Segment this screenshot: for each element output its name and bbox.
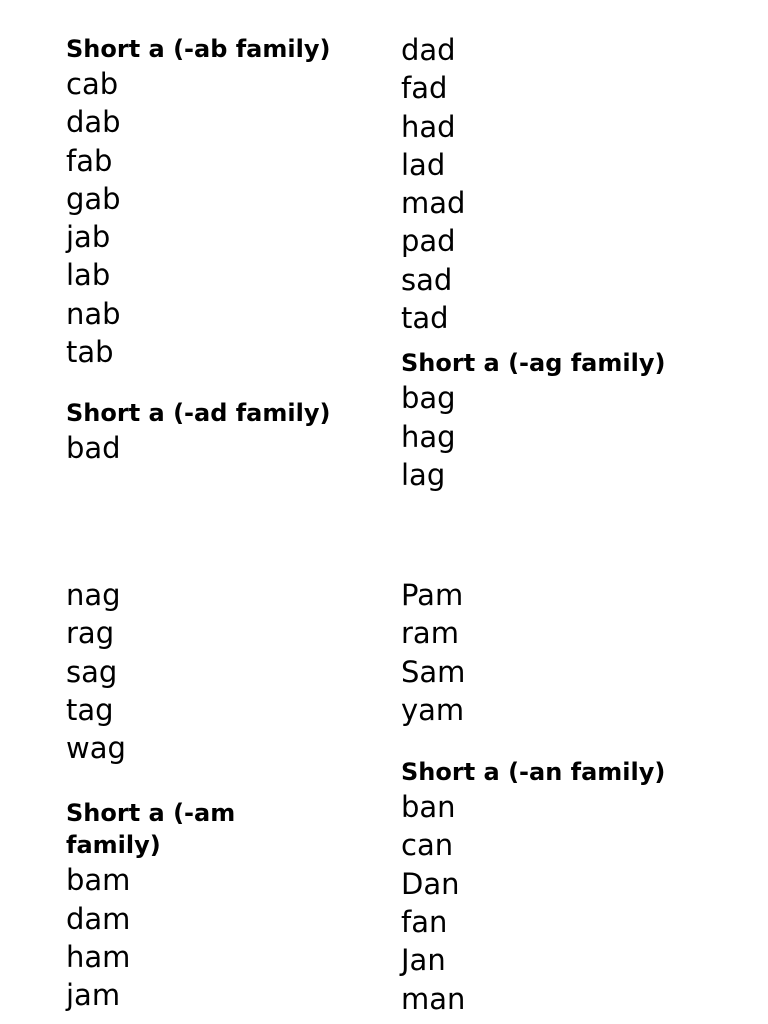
- word-item: ban: [401, 790, 456, 825]
- word-item: Dan: [401, 866, 460, 901]
- word-item: gab: [66, 181, 121, 216]
- word-item: had: [401, 109, 456, 144]
- word-item: Jan: [401, 943, 446, 978]
- word-item: sad: [401, 262, 453, 297]
- word-item: lad: [401, 147, 446, 182]
- word-item: man: [401, 981, 466, 1016]
- heading-am-family-line1: Short a (-am: [66, 799, 236, 828]
- top-right-column: [401, 31, 721, 494]
- word-item: jab: [66, 220, 111, 255]
- word-item: ram: [401, 616, 459, 651]
- word-item: nag: [66, 578, 121, 612]
- heading-an-family: Short a (-an family): [401, 758, 666, 787]
- bottom-left-column: [66, 576, 386, 1015]
- word-item: fab: [66, 143, 113, 178]
- word-item: pad: [401, 224, 456, 259]
- word-item: Sam: [401, 654, 466, 689]
- heading-ag-family: Short a (-ag family): [401, 349, 666, 378]
- word-item: ham: [66, 940, 131, 975]
- heading-ab-family: Short a (-ab family): [66, 35, 331, 63]
- top-left-column: [66, 31, 386, 468]
- word-item: dab: [66, 105, 121, 140]
- word-item: bam: [66, 863, 131, 898]
- word-item: tag: [66, 692, 114, 727]
- word-item: fad: [401, 71, 448, 106]
- word-item: cab: [66, 67, 119, 101]
- word-item: tab: [66, 335, 114, 370]
- word-item: jam: [66, 978, 121, 1013]
- heading-am-family-line2: family): [66, 831, 161, 860]
- word-item: hag: [401, 419, 456, 454]
- word-item: mad: [401, 186, 466, 221]
- bottom-right-column: [401, 576, 721, 1018]
- word-item: nab: [66, 296, 121, 331]
- heading-ad-family: Short a (-ad family): [66, 399, 331, 428]
- word-item: yam: [401, 692, 465, 727]
- word-item: lab: [66, 258, 111, 293]
- word-item: rag: [66, 616, 115, 651]
- word-item: fan: [401, 905, 448, 940]
- word-item: bad: [66, 431, 121, 466]
- word-item: dad: [401, 33, 456, 67]
- word-item: wag: [66, 731, 126, 766]
- word-item: tad: [401, 301, 449, 336]
- word-item: bag: [401, 381, 456, 416]
- word-item: Pam: [401, 578, 464, 612]
- word-item: can: [401, 828, 454, 863]
- word-item: sag: [66, 654, 118, 689]
- word-item: dam: [66, 901, 131, 936]
- word-item: lag: [401, 457, 446, 492]
